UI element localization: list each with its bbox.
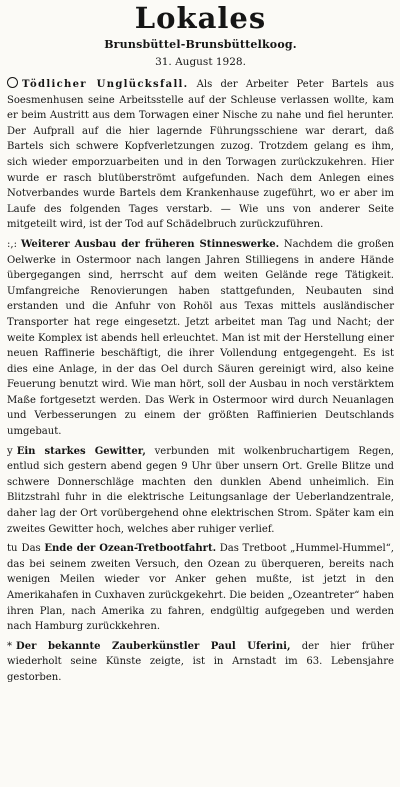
article-list bbox=[7, 77, 394, 686]
date-line: 31. August 1928. bbox=[155, 56, 246, 68]
section-title: Lokales bbox=[134, 1, 267, 35]
place-line: Brunsbüttel-Brunsbüttelkoog. bbox=[104, 38, 297, 51]
article-headline: Der bekannte Zauberkünstler Paul Uferini, bbox=[16, 640, 291, 652]
article-body: verbunden mit wolkenbruchartigem Regen, entlud sich gestern abend gegen 9 Uhr über unsern Ort. Grelle Blitze und schwere Donnerschläge machten den dunklen Abend unheimlich. Ein Blitzstrahl fuhr in die elektrische Leitungsanlage der Ueberlandzentrale, daher lag der Ort vorübergehend ohne elektrischen Strom. Später kam ein zweites Gewitter hoch, welches aber ruhiger verlief. bbox=[7, 445, 394, 535]
article-marker: tu bbox=[7, 543, 18, 555]
article-marker: :,: bbox=[7, 238, 17, 250]
article-marker: * bbox=[7, 640, 13, 652]
article-pretext: Das bbox=[21, 543, 45, 555]
article-body: Nachdem die großen Oelwerke in Ostermoor nach langen Jahren Stilliegens in andere Hände übergegangen sind, herrscht auf dem weiten Gelände rege Tätigkeit. Umfangreiche Renovierungen haben stattgefunden, Neubauten sind erstanden und die Anfuhr von Rohöl aus Texas mittels ausländischer Transporter hat rege eingesetzt. Jetzt arbeitet man Tag und Nacht; der weite Komplex ist abends hell erleuchtet. Man ist mit der Herstellung einer neuen Raffinerie beschäftigt, die ihrer Vollendung entgegengeht. Es ist dies eine Anlage, in der das Oel durch Säuren gereinigt wird, also keine Feuerung benutzt wird. Wie man hört, soll der Ausbau in noch verstärktem Maße fortgesetzt werden. Das Werk in Ostermoor wird durch Neuanlagen und Verbesserungen zu einem der größten Raffinierien Deutschlands umgebaut. bbox=[7, 238, 394, 438]
article-thunderstorm bbox=[7, 444, 394, 538]
article-headline: Ein starkes Gewitter, bbox=[16, 445, 146, 457]
article-body: Als der Arbeiter Peter Bartels aus Soesmenhusen seine Arbeitsstelle auf der Schleuse verlassen wollte, kam er beim Austritt aus dem Torwagen einer Nische zu nahe und fiel herunter. Der Aufprall auf die hier lagernde Führungsschiene war derart, daß Bartels sich schwere Kopfverletzungen zuzog. Trotzdem gelang es ihm, sich wieder emporzuarbeiten und in den Torwagen zurückzukehren. Hier wurde er rasch blutüberströmt aufgefunden. Nach dem Anlegen eines Notverbandes wurde Bartels dem Krankenhause zugeführt, wo er aber im Laufe des folgenden Tages verstarb. — Wie uns von anderer Seite mitgeteilt wird, ist der Tod auf Schädelbruch zurückzuführen. bbox=[7, 79, 394, 231]
article-headline: Tödlicher Unglücksfall. bbox=[22, 79, 189, 90]
article-pedal-boat bbox=[7, 541, 394, 635]
article-body: der hier früher wiederholt seine Künste zeigte, ist in Arnstadt im 63. Lebensjahre gestorben. bbox=[7, 640, 394, 683]
article-headline: Ende der Ozean-Tretbootfahrt. bbox=[44, 543, 217, 555]
article-headline: Weiterer Ausbau der früheren Stinneswerke. bbox=[20, 238, 280, 250]
article-stinnes-works bbox=[7, 237, 394, 440]
article-body: Das Tretboot „Hummel-Hummel“, das bei seinem zweiten Versuch, den Ozean zu überqueren, bereits nach wenigen Meilen wieder vor Anker gehen mußte, ist jetzt in den Amerikahafen in Cuxhaven zurückgekehrt. Die beiden „Ozeantreter“ haben ihren Plan, nach Amerika zu fahren, endgültig aufgegeben und werden nach Hamburg zurückkehren. bbox=[7, 543, 394, 633]
masthead bbox=[7, 0, 394, 71]
article-marker: y bbox=[7, 445, 13, 457]
article-fatal-accident bbox=[7, 77, 394, 233]
ring-icon bbox=[7, 77, 18, 93]
article-magician bbox=[7, 639, 394, 686]
